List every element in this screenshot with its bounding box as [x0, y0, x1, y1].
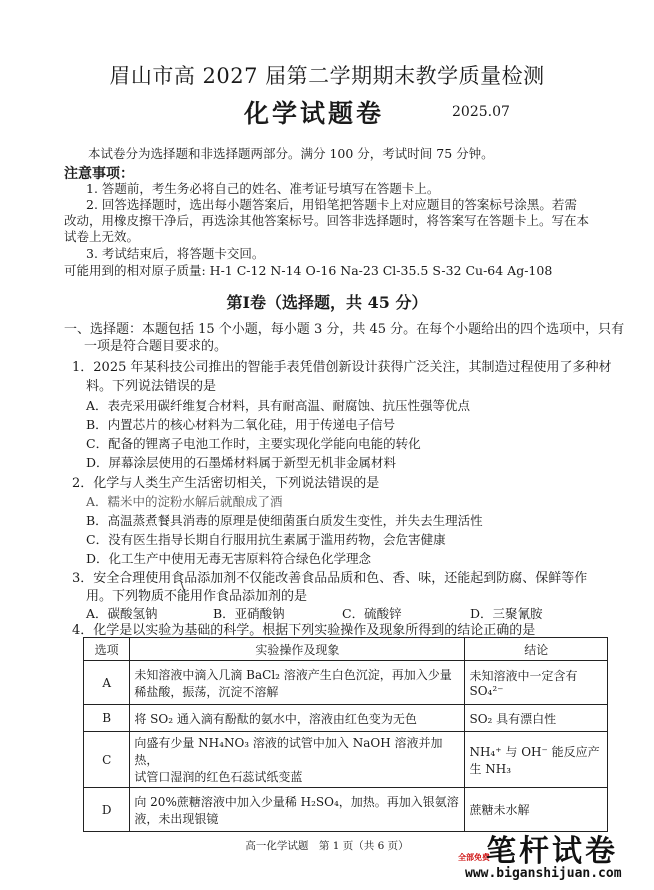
row-operation	[130, 732, 465, 788]
part-intro-line-2: 一项是符合题目要求的。	[84, 339, 228, 354]
header-operation: 实验操作及现象	[130, 638, 465, 661]
conclusion-line: 未知溶液中一定含有	[469, 669, 578, 683]
row-conclusion	[465, 661, 608, 705]
exam-title: 眉山市高 2027 届第二学期期末教学质量检测	[109, 64, 545, 88]
conclusion-line: NH₄⁺ 与 OH⁻ 能反应产	[469, 744, 600, 759]
note-item-2-line-1: 2. 回答选择题时，选出每小题答案后，用铅笔把答题卡上对应题目的答案标号涂黑。若需	[86, 197, 577, 212]
q3-option-b: B．亚硝酸钠	[213, 606, 285, 621]
q1-option-b: B．内置芯片的核心材料为二氧化硅，用于传递电子信号	[86, 417, 396, 432]
row-conclusion	[465, 705, 608, 732]
q1-stem-line-2: 料。下列说法错误的是	[86, 379, 217, 394]
notes-heading: 注意事项：	[64, 166, 134, 182]
conclusion-line: 生 NH₃	[469, 761, 512, 776]
subject-title: 化学试题卷	[244, 99, 385, 128]
q3-stem-line-2: 用。下列物质不能用作食品添加剂的是	[86, 589, 308, 604]
operation-line: 稀盐酸，振荡，沉淀不溶解	[134, 684, 279, 699]
exam-date: 2025.07	[452, 104, 510, 120]
q2-option-b: B．高温蒸煮餐具消毒的原理是使细菌蛋白质发生变性，并失去生理活性	[86, 513, 483, 528]
table-row	[84, 661, 608, 705]
q3-stem-line-1: 3．安全合理使用食品添加剂不仅能改善食品品质和色、香、味，还能起到防腐、保鲜等作	[72, 571, 588, 586]
conclusion-line: SO₄²⁻	[469, 684, 504, 698]
q1-option-c: C．配备的锂离子电池工作时，主要实现化学能向电能的转化	[86, 436, 421, 451]
conclusion-line: SO₂ 具有漂白性	[469, 711, 557, 726]
row-option: B	[84, 705, 130, 732]
q2-option-d: D．化工生产中使用无毒无害原料符合绿色化学理念	[86, 551, 372, 566]
atomic-masses: 可能用到的相对原子质量: H-1 C-12 N-14 O-16 Na-23 Cl-35.5 S-32 Cu-64 Ag-108	[64, 263, 553, 278]
watermark-url: www.biganshijuan.com	[465, 866, 622, 881]
row-operation	[130, 788, 465, 832]
row-operation	[130, 705, 465, 732]
row-option: A	[84, 661, 130, 705]
row-option: C	[84, 732, 130, 788]
note-item-2-line-3: 试卷上无效。	[64, 229, 140, 244]
q3-option-d: D．三聚氰胺	[470, 606, 543, 621]
note-item-3: 3. 考试结束后，将答题卡交回。	[86, 246, 265, 261]
table-row	[84, 705, 608, 732]
operation-line: 向 20%蔗糖溶液中加入少量稀 H₂SO₄，加热。再加入银氨溶	[134, 794, 459, 809]
note-item-1: 1. 答题前，考生务必将自己的姓名、准考证号填写在答题卡上。	[86, 181, 440, 196]
table-row	[84, 788, 608, 832]
q1-stem-line-1: 1．2025 年某科技公司推出的智能手表凭借创新设计获得广泛关注，其制造过程使用了多种材	[72, 360, 612, 375]
q1-option-d: D．屏幕涂层使用的石墨烯材料属于新型无机非金属材料	[86, 455, 397, 470]
note-item-2-line-2: 改动，用橡皮擦干净后，再选涂其他答案标号。回答非选择题时，将答案写在答题卡上。写在本	[64, 213, 590, 228]
operation-line: 试管口湿润的红色石蕊试纸变蓝	[134, 770, 303, 784]
table-row	[84, 732, 608, 788]
operation-line: 液，未出现银镜	[134, 811, 219, 826]
conclusion-line: 蔗糖未水解	[469, 803, 530, 817]
table-header-row	[84, 638, 608, 661]
header-conclusion: 结论	[465, 638, 608, 661]
row-option: D	[84, 788, 130, 832]
part-intro-line-1: 一、选择题：本题包括 15 个小题，每小题 3 分，共 45 分。在每个小题给出的四个选项中，只有	[64, 322, 625, 337]
q2-stem: 2．化学与人类生产生活密切相关，下列说法错误的是	[72, 476, 380, 491]
experiment-table	[83, 637, 608, 832]
q1-option-a: A．表壳采用碳纤维复合材料，具有耐高温、耐腐蚀、抗压性强等优点	[86, 398, 471, 413]
q3-option-c: C．硫酸锌	[342, 606, 402, 621]
section-title: 第Ⅰ卷（选择题，共 45 分）	[226, 293, 428, 312]
operation-line: 向盛有少量 NH₄NO₃ 溶液的试管中加入 NaOH 溶液并加热，	[134, 736, 443, 767]
watermark-brand: 笔杆试卷	[486, 834, 618, 869]
operation-line: 将 SO₂ 通入滴有酚酞的氨水中，溶液由红色变为无色	[134, 711, 417, 726]
q3-option-a: A．碳酸氢钠	[86, 606, 158, 621]
q2-option-c: C．没有医生指导长期自行服用抗生素属于滥用药物，会危害健康	[86, 532, 446, 547]
row-conclusion	[465, 788, 608, 832]
watermark-tag: 全部免费	[458, 852, 490, 862]
page-footer: 高一化学试题 第 1 页（共 6 页）	[245, 840, 409, 852]
operation-line: 未知溶液中滴入几滴 BaCl₂ 溶液产生白色沉淀，再加入少量	[134, 667, 452, 682]
row-operation	[130, 661, 465, 705]
header-option: 选项	[84, 638, 130, 661]
intro-text: 本试卷分为选择题和非选择题两部分。满分 100 分，考试时间 75 分钟。	[88, 146, 494, 161]
q2-option-a: A．糯米中的淀粉水解后就酿成了酒	[86, 494, 283, 509]
q4-stem: 4．化学是以实验为基础的科学。根据下列实验操作及现象所得到的结论正确的是	[72, 623, 536, 638]
row-conclusion	[465, 732, 608, 788]
